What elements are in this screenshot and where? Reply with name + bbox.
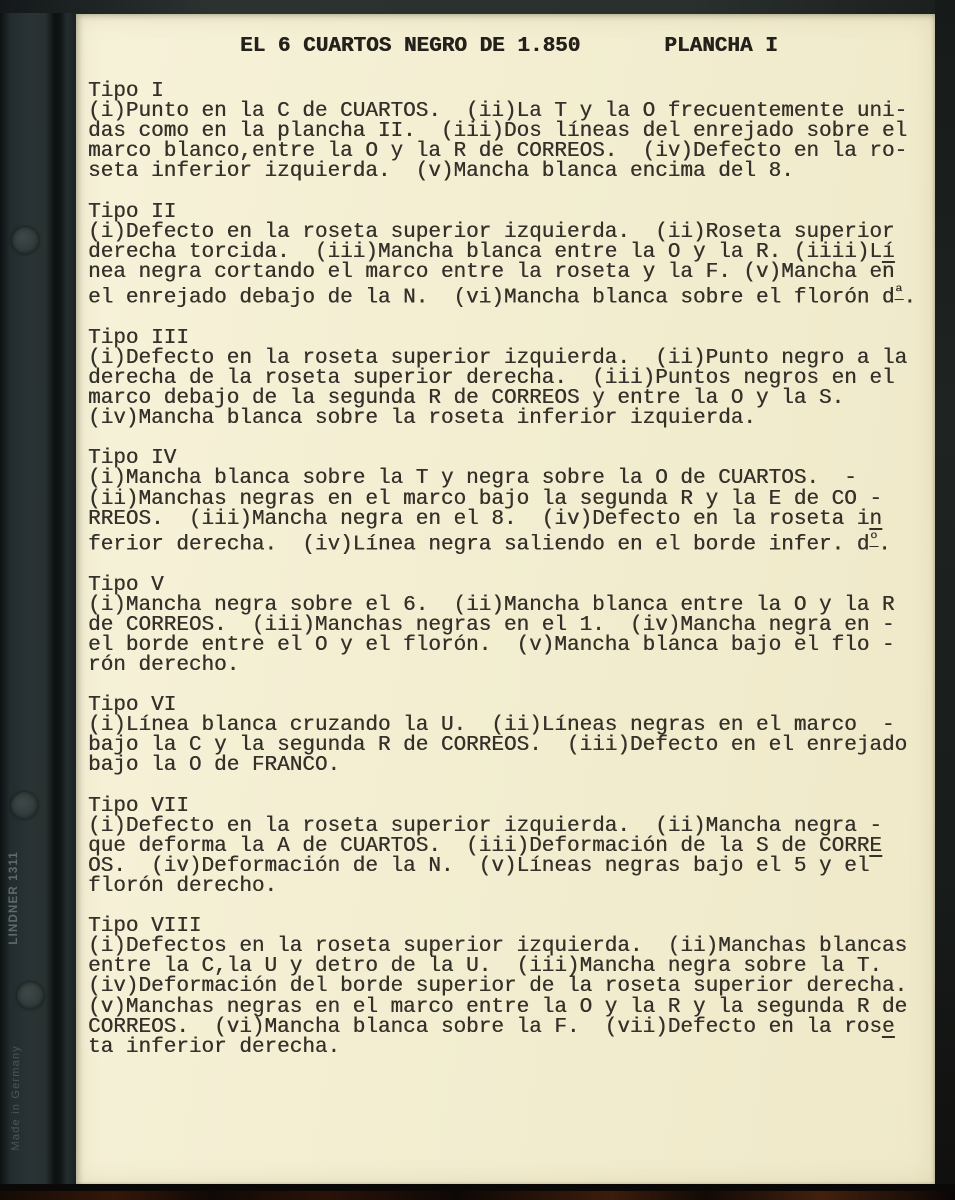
text-line: (iv)Deformación del borde superior de la roseta superior derecha. xyxy=(88,975,908,999)
binder-spine xyxy=(0,13,76,1191)
underlined-char: E xyxy=(869,834,882,858)
ordinal-indicator: ª xyxy=(894,285,904,302)
type-heading: Tipo I xyxy=(88,80,164,104)
text-line: (iv)Mancha blanca sobre la roseta inferior izquierda. xyxy=(88,407,756,431)
binder-hole xyxy=(11,792,38,819)
text-line: (i)Defecto en la roseta superior izquierda. (ii)Mancha negra - xyxy=(88,814,882,838)
text-line: (i)Defectos en la roseta superior izquierda. (ii)Manchas blancas xyxy=(88,935,908,959)
text-line: (ii)Manchas negras en el marco bajo la segunda R y la E de CO - xyxy=(88,487,882,511)
text-line: marco blanco,entre la O y la R de CORREOS. (iv)Defecto en la ro- xyxy=(88,140,908,164)
text-line: (i)Defecto en la roseta superior izquierda. (ii)Punto negro a la xyxy=(88,346,908,370)
type-heading: Tipo IV xyxy=(88,447,177,471)
text-line: (i)Línea blanca cruzando la U. (ii)Líneas negras en el marco - xyxy=(88,714,895,738)
text-line: bajo la C y la segunda R de CORREOS. (iii)Defecto en el enrejado xyxy=(88,734,908,758)
text-line: RREOS. (iii)Mancha negra en el 8. (iv)Defecto en la roseta in xyxy=(88,507,882,531)
underlined-char: í xyxy=(881,240,895,264)
scan-background-top xyxy=(0,0,955,14)
type-section xyxy=(88,326,909,431)
type-heading: Tipo II xyxy=(88,200,177,224)
typed-sheet xyxy=(76,14,935,1185)
type-section xyxy=(88,449,909,555)
ordinal-indicator: º xyxy=(869,531,879,548)
type-heading: Tipo VI xyxy=(88,694,177,718)
text-line: rón derecho. xyxy=(88,653,240,677)
type-heading: Tipo VII xyxy=(88,794,189,818)
text-line: entre la C,la U y detro de la U. (iii)Mancha negra sobre la T. xyxy=(88,955,882,979)
text-line: el borde entre el O y el florón. (v)Mancha blanca bajo el flo - xyxy=(88,633,895,657)
text-line: CORREOS. (vi)Mancha blanca sobre la F. (vii)Defecto en la rose xyxy=(88,1015,895,1039)
type-sections xyxy=(88,80,916,1059)
binder-hole xyxy=(17,982,44,1009)
binder-origin-text: Made in Germany xyxy=(10,1045,22,1151)
text-line: florón derecho. xyxy=(88,874,278,898)
text-line: derecha de la roseta superior derecha. (iii)Puntos negros en el xyxy=(88,367,895,391)
type-section xyxy=(88,82,909,182)
document-title: EL 6 CUARTOS NEGRO DE 1.850 xyxy=(240,35,581,58)
type-heading: Tipo VIII xyxy=(88,915,202,939)
text-line: das como en la plancha II. (iii)Dos líneas del enrejado sobre el xyxy=(88,120,908,144)
text-line: ta inferior derecha. xyxy=(88,1035,341,1059)
text-line: bajo la O de FRANCO. xyxy=(88,754,341,778)
text-line: seta inferior izquierda. (v)Mancha blanca encima del 8. xyxy=(88,160,794,184)
text-line: el enrejado debajo de la N. (vi)Mancha blanca sobre el florón $d^ª$. xyxy=(88,285,916,310)
text-line: (i)Mancha negra sobre el 6. (ii)Mancha blanca entre la O y la R xyxy=(88,593,895,617)
text-line: nea negra cortando el marco entre la roseta y la F. (v)Mancha en xyxy=(88,260,895,284)
text-line: (i)Punto en la C de CUARTOS. (ii)La T y la O frecuentemente uni- xyxy=(88,100,908,124)
plate-number: PLANCHA I xyxy=(664,35,778,58)
text-line: (i)Defecto en la roseta superior izquierda. (ii)Roseta superior xyxy=(88,220,895,244)
underlined-char: e xyxy=(881,1015,895,1039)
scan-edge-streaks xyxy=(0,1191,955,1200)
text-line: de CORREOS. (iii)Manchas negras en el 1. (iv)Mancha negra en - xyxy=(88,613,895,637)
underlined-char: n xyxy=(869,507,882,531)
text-line: OS. (iv)Deformación de la N. (v)Líneas negras bajo el 5 y el xyxy=(88,854,870,878)
text-line: derecha torcida. (iii)Mancha blanca entre la O y la R. (iiii)Lí xyxy=(88,240,895,264)
binder-brand-text: LINDNER 1311 xyxy=(8,851,20,945)
type-section xyxy=(88,573,909,677)
type-heading: Tipo V xyxy=(88,573,164,597)
type-heading: Tipo III xyxy=(88,326,189,350)
text-line: marco debajo de la segunda R de CORREOS y entre la O y la S. xyxy=(88,387,845,411)
text-line: (v)Manchas negras en el marco entre la O y la R y la segunda R de xyxy=(88,995,908,1019)
document-title-row xyxy=(88,37,909,57)
type-section xyxy=(88,794,909,898)
text-line: que deforma la A de CUARTOS. (iii)Deformación de la S de CORRE xyxy=(88,834,882,858)
text-line: ferior derecha. (iv)Línea negra saliendo en el borde infer. $d^º$. xyxy=(88,531,891,557)
album-page xyxy=(76,14,935,1185)
type-section xyxy=(88,696,909,776)
text-line: (i)Mancha blanca sobre la T y negra sobre la O de CUARTOS. - xyxy=(88,467,857,491)
scan-background-right xyxy=(935,0,955,1200)
type-section xyxy=(88,917,909,1058)
type-section xyxy=(88,200,916,310)
binder-hole xyxy=(12,227,39,254)
